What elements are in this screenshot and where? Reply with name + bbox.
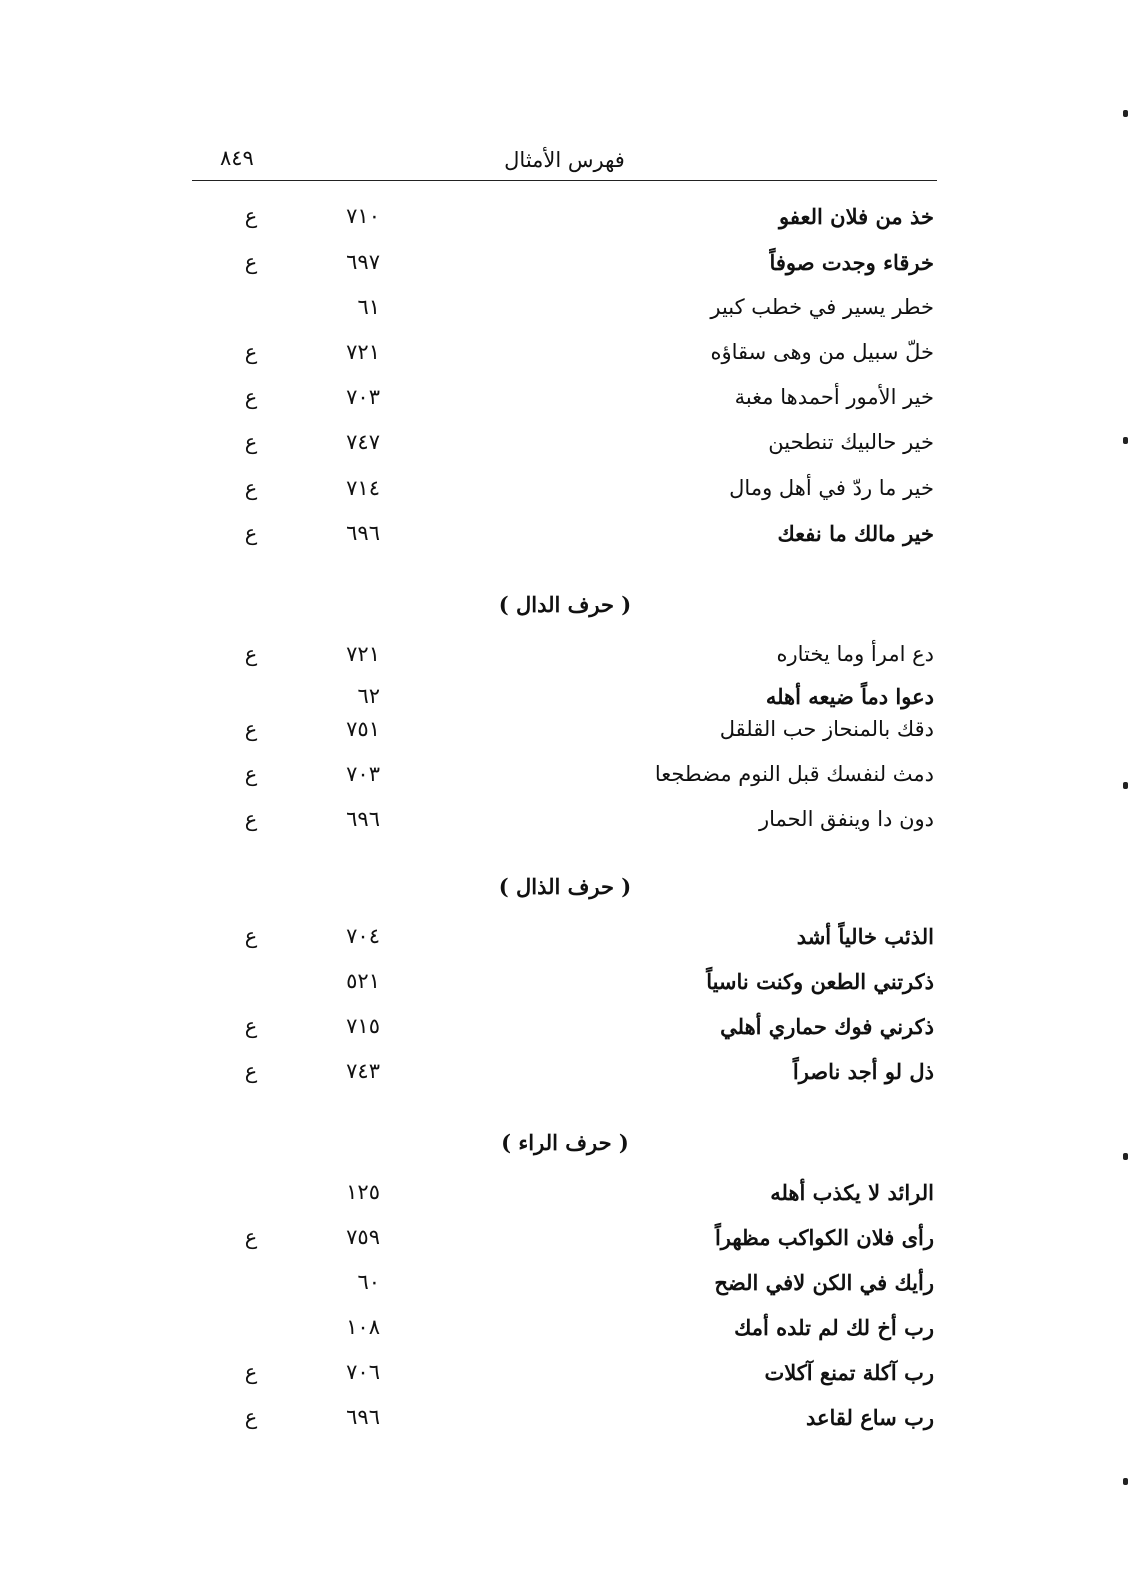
section-heading: ( حرف الراء ) <box>501 1130 629 1155</box>
list-item <box>0 295 1130 335</box>
list-item <box>0 642 1130 682</box>
list-item <box>0 340 1130 380</box>
list-item <box>0 1059 1130 1099</box>
source-mark: ع <box>244 250 258 274</box>
page-reference: ٦٢ <box>357 684 380 708</box>
list-item <box>0 1014 1130 1054</box>
source-mark: ع <box>244 924 258 948</box>
page-reference: ٦٩٧ <box>346 250 380 274</box>
page-reference: ٧٤٧ <box>346 430 380 454</box>
page-reference: ٧٥١ <box>346 717 380 741</box>
proverb-text: دون دا وينفق الحمار <box>758 807 934 831</box>
page-reference: ٧١٠ <box>346 204 380 228</box>
proverb-text: رب أخ لك لم تلده أمك <box>734 1315 934 1340</box>
list-item <box>0 1225 1130 1265</box>
list-item <box>0 250 1130 290</box>
page-reference: ٦٩٦ <box>346 521 380 545</box>
source-mark: ع <box>244 385 258 409</box>
page-reference: ٧٠٦ <box>346 1360 380 1384</box>
list-item <box>0 924 1130 964</box>
page-reference: ١٢٥ <box>346 1180 380 1204</box>
page-reference: ٦٩٦ <box>346 1405 380 1429</box>
list-item <box>0 717 1130 757</box>
page-reference: ٦٩٦ <box>346 807 380 831</box>
source-mark: ع <box>244 1225 258 1249</box>
source-mark: ع <box>244 762 258 786</box>
page-reference: ٧٠٣ <box>346 385 380 409</box>
source-mark: ع <box>244 340 258 364</box>
source-mark: ع <box>244 430 258 454</box>
proverb-text: خذ من فلان العفو <box>779 204 934 229</box>
proverb-text: رب ساع لقاعد <box>805 1405 934 1430</box>
proverb-text: خير حالبيك تنطحين <box>768 430 934 454</box>
proverb-text: خلّ سبيل من وهى سقاؤه <box>710 340 934 364</box>
source-mark: ع <box>244 204 258 228</box>
scan-margin-mark <box>1123 437 1128 444</box>
list-item <box>0 969 1130 1009</box>
page-reference: ٧٠٣ <box>346 762 380 786</box>
page-title: فهرس الأمثال <box>504 148 625 172</box>
page-reference: ٦٠ <box>357 1270 380 1294</box>
source-mark: ع <box>244 1014 258 1038</box>
page-reference: ٧٢١ <box>346 642 380 666</box>
source-mark: ع <box>244 476 258 500</box>
list-item <box>0 1270 1130 1310</box>
proverb-text: دع امرأ وما يختاره <box>776 642 934 666</box>
proverb-text: رب آكلة تمنع آكلات <box>764 1360 934 1385</box>
source-mark: ع <box>244 642 258 666</box>
source-mark: ع <box>244 717 258 741</box>
proverb-text: الرائد لا يكذب أهله <box>770 1180 934 1205</box>
proverb-text: خير ما ردّ في أهل ومال <box>729 476 934 500</box>
page-reference: ٦١ <box>357 295 380 319</box>
source-mark: ع <box>244 521 258 545</box>
list-item <box>0 476 1130 516</box>
page-reference: ١٠٨ <box>346 1315 380 1339</box>
proverb-text: دعوا دماً ضيعه أهله <box>765 684 934 709</box>
list-item <box>0 807 1130 847</box>
proverb-text: ذكرني فوك حماري أهلي <box>720 1014 934 1039</box>
list-item <box>0 1405 1130 1445</box>
proverb-text: ذل لو أجد ناصراً <box>792 1059 934 1084</box>
source-mark: ع <box>244 807 258 831</box>
page-reference: ٧٤٣ <box>346 1059 380 1083</box>
proverb-text: دمث لنفسك قبل النوم مضطجعا <box>654 762 934 786</box>
scan-margin-mark <box>1123 782 1128 789</box>
list-item <box>0 521 1130 561</box>
scan-margin-mark <box>1123 1153 1128 1160</box>
list-item <box>0 1360 1130 1400</box>
list-item <box>0 762 1130 802</box>
proverb-text: دقك بالمنحاز حب القلقل <box>719 717 934 741</box>
source-mark: ع <box>244 1059 258 1083</box>
page-reference: ٧٥٩ <box>346 1225 380 1249</box>
page-number: ٨٤٩ <box>220 146 254 170</box>
list-item <box>0 1315 1130 1355</box>
proverb-text: الذئب خالياً أشد <box>796 924 934 949</box>
page-reference: ٧٠٤ <box>346 924 380 948</box>
proverb-text: خطر يسير في خطب كبير <box>710 295 934 319</box>
page-reference: ٥٢١ <box>346 969 380 993</box>
page-reference: ٧١٥ <box>346 1014 380 1038</box>
section-heading: ( حرف الذال ) <box>498 874 632 899</box>
scan-margin-mark <box>1123 110 1128 117</box>
page-reference: ٧٢١ <box>346 340 380 364</box>
proverb-text: خير مالك ما نفعك <box>777 521 934 546</box>
proverb-text: رأى فلان الكواكب مظهراً <box>714 1225 934 1250</box>
proverb-text: خير الأمور أحمدها مغبة <box>734 385 934 409</box>
proverb-text: ذكرتني الطعن وكنت ناسياً <box>706 969 934 994</box>
proverb-text: رأيك في الكن لافي الضح <box>714 1270 934 1295</box>
source-mark: ع <box>244 1405 258 1429</box>
list-item <box>0 1180 1130 1220</box>
scan-margin-mark <box>1123 1478 1128 1485</box>
section-heading: ( حرف الدال ) <box>498 592 632 617</box>
proverb-text: خرقاء وجدت صوفاً <box>769 250 934 275</box>
list-item <box>0 385 1130 425</box>
page-reference: ٧١٤ <box>346 476 380 500</box>
list-item <box>0 204 1130 244</box>
source-mark: ع <box>244 1360 258 1384</box>
list-item <box>0 430 1130 470</box>
